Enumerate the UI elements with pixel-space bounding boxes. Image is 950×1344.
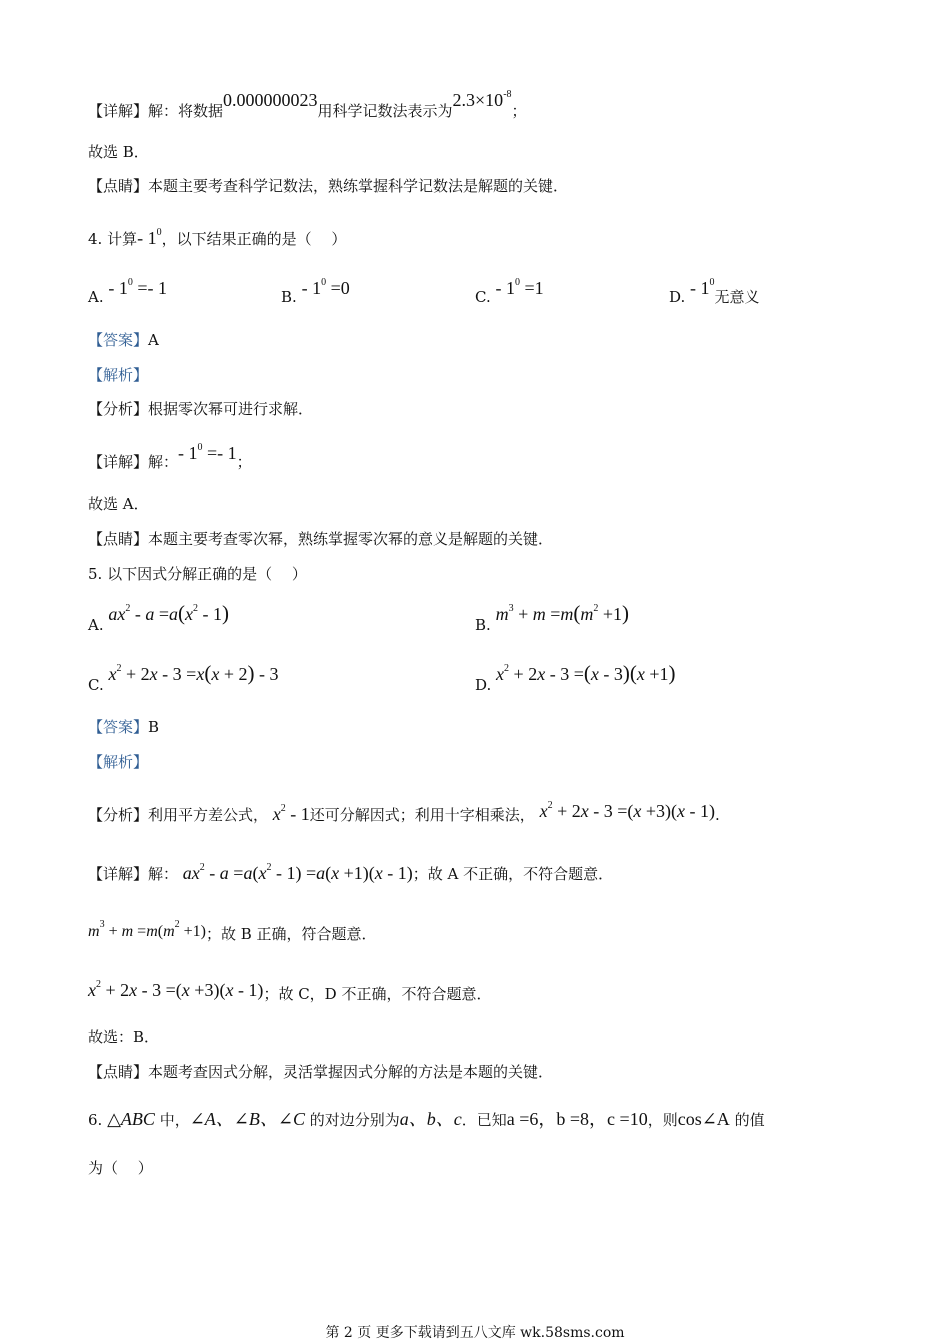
q4-answer (88, 329, 159, 351)
option-label: B. (475, 616, 491, 634)
option-expr: $x^2 + 2x - 3 =x(x + 2) - 3$ (108, 661, 279, 685)
option-label: C. (475, 288, 491, 306)
q4-option-c (475, 277, 544, 308)
q4-choose: 故选 A． (88, 495, 149, 513)
q5-answer (88, 716, 159, 738)
expr-exp: 0 (127, 277, 133, 288)
option-label: D. (475, 676, 492, 694)
answer-value: A (148, 331, 159, 349)
detail-a-end: ；故 A 不正确，不符合题意． (412, 865, 614, 883)
q5-option-d (475, 661, 676, 696)
analysis-mid: 还可分解因式；利用十字相乘法， (309, 806, 535, 824)
expr-base: - 1 (301, 278, 322, 298)
detail-expr (178, 443, 237, 463)
option-label: A. (88, 288, 104, 306)
expr-exp: 0 (321, 277, 327, 288)
q4-analysis-tag: 【解析】 (88, 366, 149, 384)
q4-analysis: 【分析】根据零次幂可进行求解． (88, 400, 314, 418)
sci-base: 2.3×10 (452, 90, 504, 110)
detail-middle: 用科学记数法表示为 (317, 102, 453, 120)
detail-expr-cd: $x^2 + 2x - 3 =(x +3)(x - 1)$ (88, 979, 264, 1000)
number-value: 0.000000023 (223, 90, 318, 110)
q5-comment: 【点睛】本题考查因式分解，灵活掌握因式分解的方法是本题的关键． (88, 1063, 554, 1081)
q5-detail-cd (88, 977, 491, 1005)
q4-stem (88, 222, 346, 250)
expr-base: - 1 (495, 278, 515, 298)
sci-notation (453, 90, 512, 110)
expr-rest: =- 1 (132, 278, 168, 298)
stem-part: 中， (154, 1111, 190, 1129)
option-expr: $x^2 + 2x - 3 =(x - 3)(x +1)$ (496, 661, 676, 685)
detail-prefix: 【详解】解：将数据 (88, 102, 224, 120)
q4-comment: 【点睛】本题主要考查零次幂，熟练掌握零次幂的意义是解题的关键． (88, 530, 554, 548)
stem-part: ．已知 (461, 1111, 507, 1129)
option-expr (108, 278, 167, 298)
q4-option-a (88, 277, 168, 308)
stem-expr (137, 228, 162, 248)
q5-option-c (88, 661, 279, 696)
detail-end: ； (511, 102, 527, 120)
angles-label: ∠A、∠B、∠C (189, 1109, 305, 1129)
sci-exp: -8 (503, 89, 512, 100)
expr-base: - 1 (178, 443, 198, 463)
option-expr (690, 278, 715, 298)
triangle-label: △ABC (107, 1109, 155, 1129)
sides-label: a、b、c (399, 1109, 462, 1129)
detail-expr-a: $ax^2 - a =a(x^2 - 1) =a(x +1)(x - 1)$ (182, 862, 413, 883)
expr-exp: 0 (197, 442, 203, 453)
answer-tag: 【答案】 (88, 718, 149, 736)
q4-option-b (281, 277, 350, 308)
answer-value: B (148, 718, 160, 736)
q4-option-d (669, 277, 760, 308)
stem-part: 的对边分别为 (304, 1111, 400, 1129)
q5-analysis (88, 798, 720, 826)
q5-option-a (88, 601, 230, 636)
q3-choose: 故选 B． (88, 143, 149, 161)
detail-expr-b: $m^3 + m =m(m^2 +1)$ (88, 919, 206, 940)
q5-analysis-tag: 【解析】 (88, 753, 149, 771)
analysis-expr-1: $x^2 - 1$ (272, 803, 310, 824)
q5-option-b (475, 601, 630, 636)
q5-choose: 故选：B． (88, 1028, 160, 1046)
question-number: 6. (88, 1111, 108, 1129)
option-label: C. (88, 676, 104, 694)
option-label: D. (669, 288, 686, 306)
q5-detail-b (88, 917, 377, 946)
q6-stem-line2: 为（ ） (88, 1159, 153, 1177)
analysis-expr-2: $x^2 + 2x - 3 =(x +3)(x - 1)$ (539, 800, 716, 821)
detail-cd-end: ；故 C，D 不正确，不符合题意． (263, 985, 492, 1003)
given-values: a =6，b =8，c =10 (506, 1109, 648, 1129)
analysis-prefix: 【分析】利用平方差公式， (88, 806, 269, 824)
detail-prefix: 【详解】解： (88, 865, 179, 883)
expr-exp: 0 (156, 227, 162, 238)
expr-rest: =- 1 (202, 443, 237, 463)
stem-suffix: ，以下结果正确的是（ ） (161, 230, 347, 248)
expr-exp: 0 (515, 277, 520, 288)
detail-b-end: ；故 B 正确，符合题意． (206, 925, 377, 943)
cos-expr: cos∠A (677, 1109, 730, 1129)
option-expr (496, 278, 544, 298)
option-expr (302, 278, 350, 298)
q6-stem-line1 (88, 1108, 765, 1131)
stem-part: 的值 (729, 1111, 765, 1129)
stem-part: ，则 (647, 1111, 678, 1129)
answer-tag: 【答案】 (88, 331, 149, 349)
expr-base: - 1 (108, 278, 128, 298)
q3-comment: 【点睛】本题主要考查科学记数法，熟练掌握科学记数法是解题的关键． (88, 177, 569, 195)
expr-rest: =1 (520, 278, 544, 298)
expr-base: - 1 (690, 278, 710, 298)
option-tail: 无意义 (714, 288, 760, 306)
option-label: A. (88, 616, 104, 634)
stem-prefix: 4. 计算 (88, 230, 138, 248)
q5-detail-a (88, 857, 613, 885)
option-label: B. (281, 288, 297, 306)
detail-prefix: 【详解】解： (88, 453, 179, 471)
option-expr: $m^3 + m =m(m^2 +1)$ (495, 601, 630, 625)
analysis-end: . (715, 806, 720, 824)
detail-end: ； (236, 453, 252, 471)
q5-stem: 5. 以下因式分解正确的是（ ） (88, 565, 307, 583)
expr-exp: 0 (709, 277, 715, 288)
q3-detail-line (88, 89, 527, 122)
q4-detail (88, 442, 252, 473)
page-footer: 第 2 页 更多下载请到五八文库 wk.58sms.com (325, 1325, 625, 1341)
expr-base: - 1 (137, 228, 157, 248)
option-expr: $ax^2 - a =a(x^2 - 1)$ (108, 601, 230, 625)
expr-rest: =0 (326, 278, 350, 298)
